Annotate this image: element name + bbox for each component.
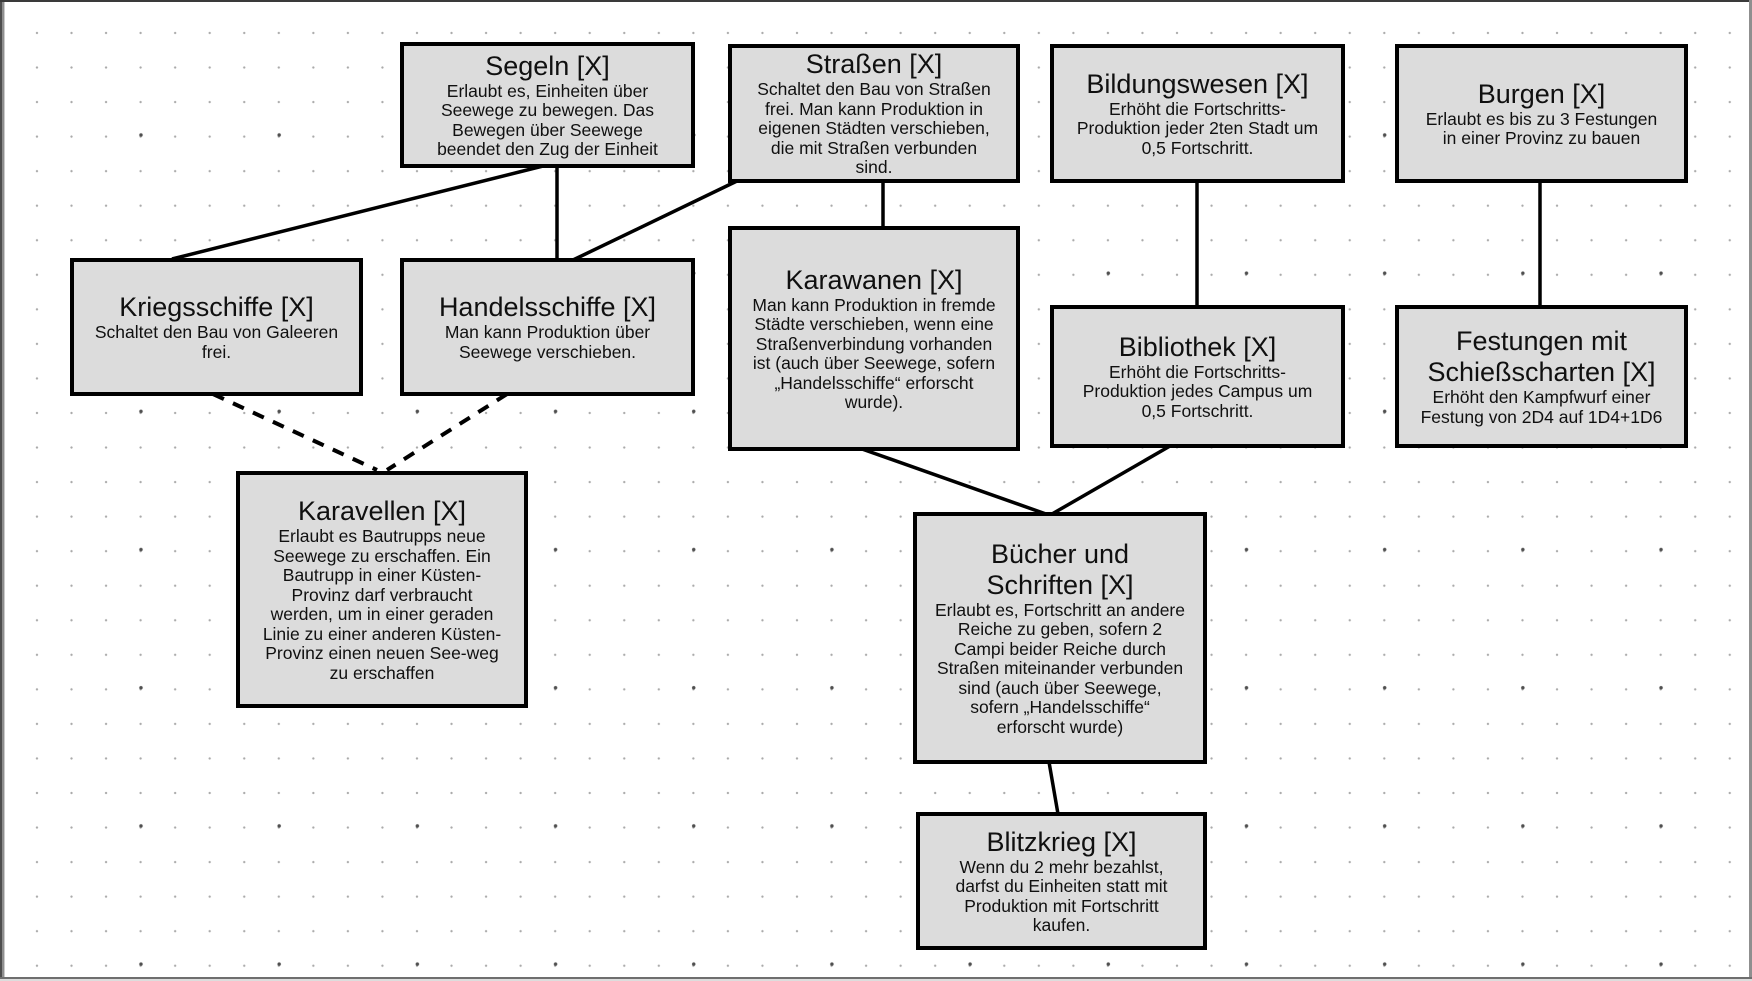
node-karawanen[interactable]	[728, 226, 1020, 451]
node-strassen[interactable]	[728, 44, 1020, 183]
node-kriegsschiffe[interactable]	[70, 258, 363, 396]
node-buecher-und-schriften[interactable]	[913, 512, 1207, 764]
node-title: Karavellen [X]	[297, 496, 467, 526]
node-body: Wenn du 2 mehr bezahlst, darfst du Einheiten statt mit Produktion mit Fortschritt kaufen.	[955, 856, 1168, 935]
window-left-border	[0, 0, 5, 981]
edge-karawanen-buecher[interactable]	[862, 449, 1046, 514]
node-title: Segeln [X]	[485, 50, 610, 81]
edge-segeln-kriegsschiffe[interactable]	[172, 166, 543, 259]
node-karavellen[interactable]	[236, 471, 528, 708]
edge-bibliothek-buecher[interactable]	[1052, 446, 1170, 514]
node-body: Man kann Produktion in fremde Städte verschieben, wenn eine Straßenverbindung vorhanden ist (auch über Seewege, sofern „Handelsschiffe“ erforscht wurde).	[752, 294, 996, 412]
node-festungen-mit-schiessscharten[interactable]	[1395, 305, 1688, 448]
node-segeln[interactable]	[400, 42, 695, 168]
node-body: Erlaubt es, Einheiten über Seewege zu bewegen. Das Bewegen über Seewege beendet den Zug der Einheit	[437, 80, 658, 159]
node-body: Man kann Produktion über Seewege verschieben.	[444, 322, 651, 362]
node-title: Burgen [X]	[1477, 78, 1606, 109]
node-body: Erhöht die Fortschritts-Produktion jeder 2ten Stadt um 0,5 Fortschritt.	[1076, 98, 1319, 158]
node-body: Erlaubt es, Fortschritt an andere Reiche zu geben, sofern 2 Campi beider Reiche durch Straßen miteinander verbunden sind (auch über Seewege, sofern „Handelsschiffe“ erforscht wurde)	[935, 599, 1185, 737]
edge-strassen-handelsschiffe[interactable]	[573, 181, 737, 260]
node-burgen[interactable]	[1395, 44, 1688, 183]
node-blitzkrieg[interactable]	[916, 812, 1207, 950]
node-body: Erhöht den Kampfwurf einer Festung von 2D4 auf 1D4+1D6	[1420, 387, 1663, 427]
node-body: Schaltet den Bau von Galeeren frei.	[94, 322, 339, 362]
node-body: Erlaubt es bis zu 3 Festungen in einer Provinz zu bauen	[1425, 108, 1658, 148]
edge-handelsschiffe-karavellen[interactable]	[387, 394, 507, 470]
node-handelsschiffe[interactable]	[400, 258, 695, 396]
node-title: Blitzkrieg [X]	[986, 826, 1137, 857]
node-title: Kriegsschiffe [X]	[119, 292, 314, 322]
node-body: Erhöht die Fortschritts-Produktion jedes Campus um 0,5 Fortschritt.	[1082, 361, 1313, 421]
node-title: Bibliothek [X]	[1118, 331, 1277, 362]
window-top-border	[0, 0, 1752, 2]
node-title: Handelsschiffe [X]	[438, 292, 657, 322]
node-title: Bücher und Schriften [X]	[986, 538, 1134, 600]
edge-kriegsschiffe-karavellen[interactable]	[213, 394, 377, 470]
node-bibliothek[interactable]	[1050, 305, 1345, 448]
window-bottom-border	[0, 977, 1752, 981]
node-title: Bildungswesen [X]	[1086, 68, 1309, 99]
node-body: Schaltet den Bau von Straßen frei. Man kann Produktion in eigenen Städten verschieben, die mit Straßen verbunden sind.	[757, 79, 991, 178]
node-body: Erlaubt es Bautrupps neue Seewege zu erschaffen. Ein Bautrupp in einer Küsten-Provinz darf verbraucht werden, um in einer geraden Linie zu einer anderen Küsten-Provinz einen neuen See-weg zu erschaffen	[262, 526, 502, 683]
node-title: Karawanen [X]	[785, 264, 963, 295]
node-title: Festungen mit Schießscharten [X]	[1427, 326, 1656, 387]
node-title: Straßen [X]	[805, 49, 943, 80]
node-bildungswesen[interactable]	[1050, 44, 1345, 183]
edge-buecher-blitzkrieg[interactable]	[1049, 762, 1058, 814]
